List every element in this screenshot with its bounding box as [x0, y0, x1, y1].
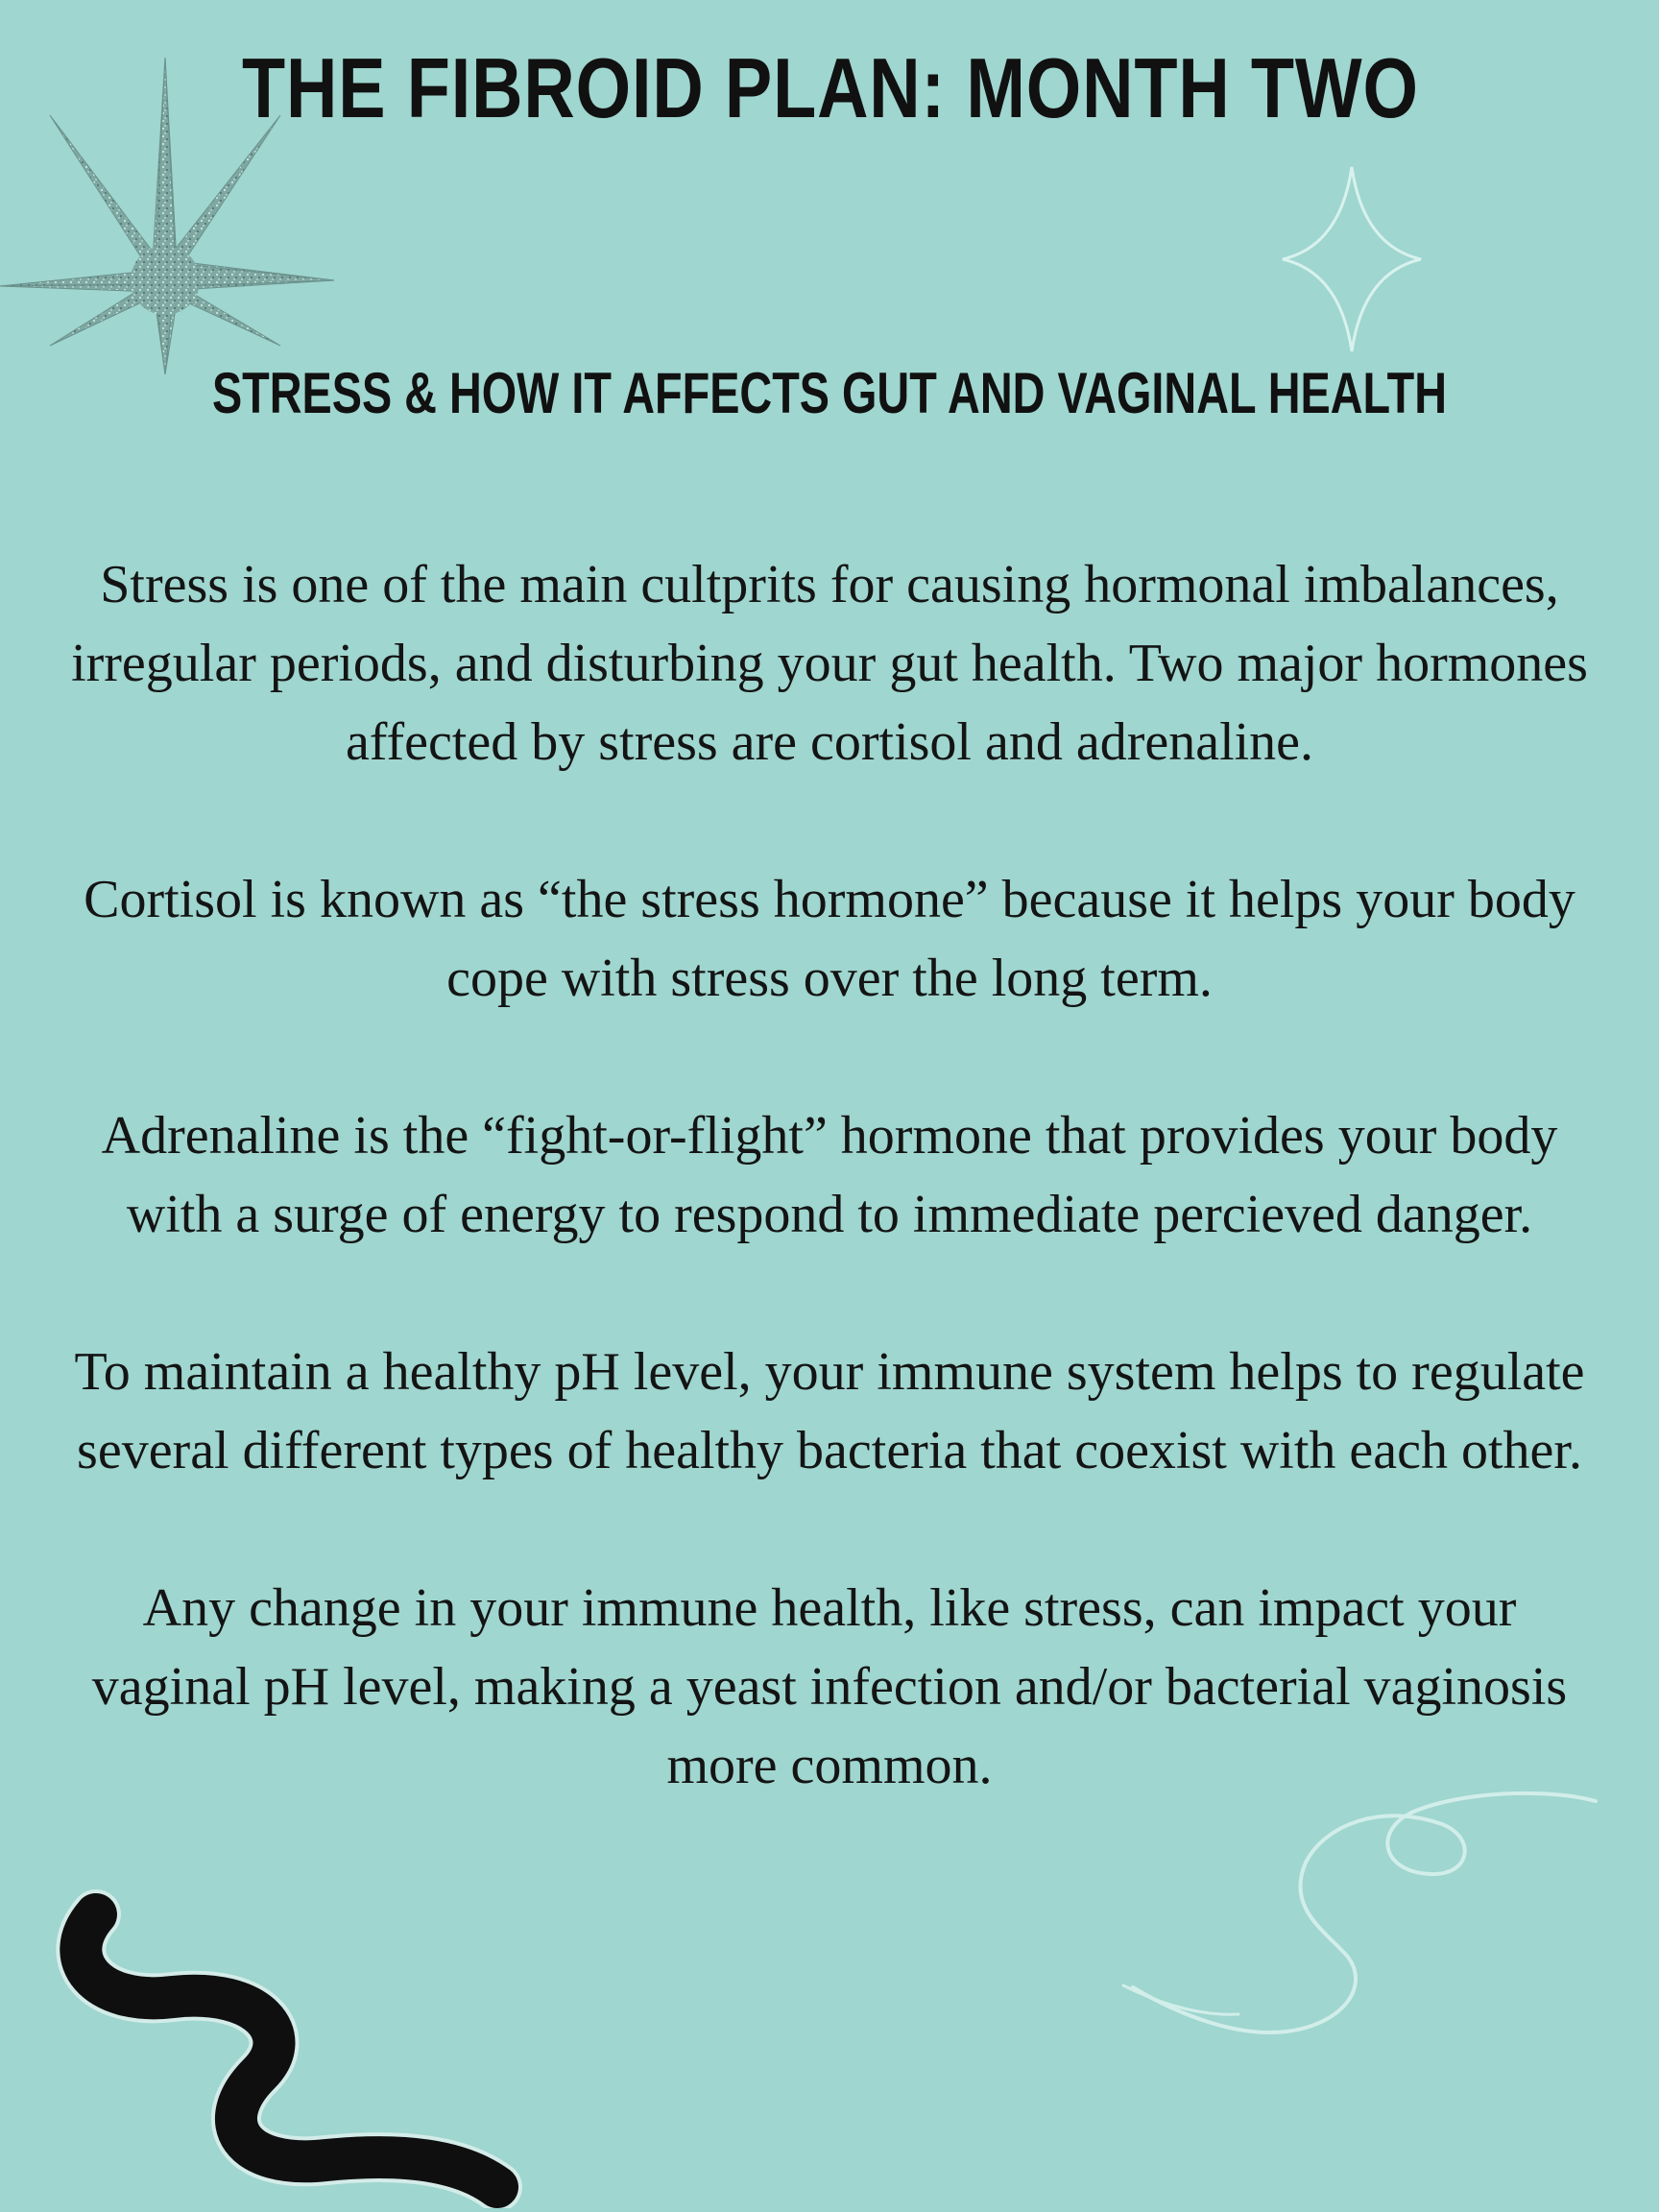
- paragraph-adrenaline: Adrenaline is the “fight-or-flight” hormone that provides your body with a surge of energy to respond to immediate percieved danger.: [101, 1106, 1558, 1244]
- squiggle-icon: [38, 1882, 538, 2208]
- page-title: THE FIBROID PLAN: MONTH TWO: [242, 40, 1419, 135]
- section-subtitle: STRESS & HOW IT AFFECTS GUT AND VAGINAL HEALTH: [211, 361, 1448, 425]
- paragraph-immune-change: Any change in your immune health, like stress, can impact your vaginal pH level, making a yeast infection and/or bacterial vaginosis more common.: [91, 1578, 1568, 1795]
- swirl-icon: [1094, 1786, 1613, 2055]
- paragraph-cortisol: Cortisol is known as “the stress hormone” because it helps your body cope with stress over the long term.: [84, 870, 1575, 1008]
- sparkle-icon: [1275, 163, 1429, 355]
- body-text: [58, 545, 1601, 1805]
- paragraph-ph-level: To maintain a healthy pH level, your immune system helps to regulate several different types of healthy bacteria that coexist with each other.: [74, 1342, 1585, 1480]
- paragraph-stress-intro: Stress is one of the main cultprits for causing hormonal imbalances, irregular periods, and disturbing your gut health. Two major hormones affected by stress are cortisol and adrenaline.: [71, 555, 1588, 772]
